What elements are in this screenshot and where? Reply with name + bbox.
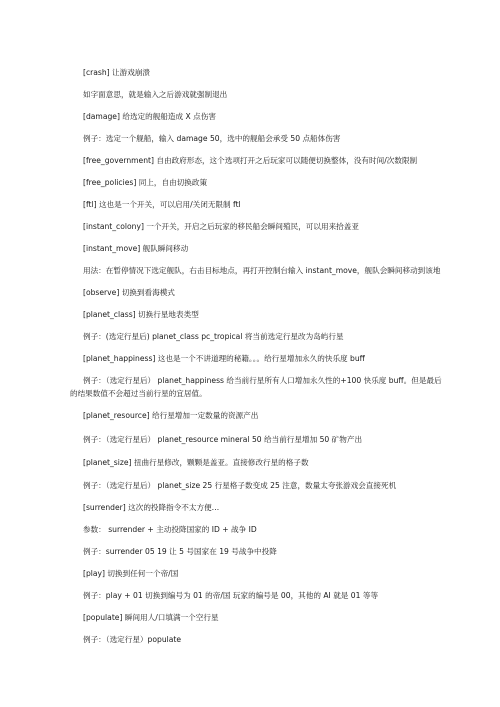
text-line: [ftl] 这也是一个开关，可以启用/关闭无限制 ftl [83, 200, 241, 209]
text-line: [planet_happiness] 这也是一个不讲道理的秘籍。。。给行星增加永久的快乐度 buff [83, 354, 365, 363]
text-line: [damage] 给选定的舰船造成 X 点伤害 [83, 112, 216, 121]
text-line: [surrender] 这次的投降指令不太方便… [83, 503, 220, 512]
text-line-continued: 的结果数值不会超过当前行星的宜居值。 [70, 389, 207, 398]
text-line: 例子：（选定行星）populate [83, 635, 182, 644]
text-line: [populate] 瞬间用人/口填满一个空行星 [83, 613, 219, 622]
text-line: [planet_size] 扭曲行星修改，颗颗是盖亚。直接修改行星的格子数 [83, 458, 309, 467]
text-line: [free_policies] 同上，自由切换政策 [83, 178, 208, 187]
text-line: 例子：(选定行星后) planet_class pc_tropical 将当前选定行星改为岛屿行星 [83, 332, 344, 341]
text-line: [crash] 让游戏崩溃 [83, 68, 151, 77]
text-line: 如字面意思，就是输入之后游戏就强制退出 [83, 90, 228, 99]
text-line: 用法：在暂停情况下选定舰队，右击目标地点，再打开控制台输入 instant_move，舰队会瞬间移动到该地 [83, 266, 441, 275]
text-line: [planet_class] 切换行星地表类型 [83, 310, 199, 319]
text-line: 参数： surrender + 主动投降国家的 ID + 战争 ID [83, 525, 257, 534]
text-line: 例子：play + 01 切换到编号为 01 的帝/国 玩家的编号是 00，其他的 AI 就是 01 等等 [83, 591, 379, 600]
text-line: 例子：surrender 05 19 让 5 号国家在 19 号战争中投降 [83, 547, 277, 556]
text-line: [free_government] 自由政府形态，这个选项打开之后玩家可以随便切换整体，没有时间/次数限制 [83, 156, 418, 165]
text-line: 例子：（选定行星后） planet_resource mineral 50 给当前行星增加 50 矿物产出 [83, 435, 363, 444]
text-line: [instant_colony] 一个开关，开启之后玩家的移民船会瞬间殖民，可以用来拾盖亚 [83, 222, 359, 231]
text-line: [planet_resource] 给行星增加一定数量的资源产出 [83, 411, 259, 420]
text-line: [play] 切换到任何一个帝/国 [83, 569, 179, 578]
text-line: 例子：（选定行星后） planet_size 25 行星格子数变成 25 注意，数量太夸张游戏会直接死机 [83, 481, 397, 490]
text-line: [observe] 切换到看海模式 [83, 288, 175, 297]
text-line: 例子：选定一个舰船，输入 damage 50，选中的舰船会承受 50 点船体伤害 [83, 134, 341, 143]
text-line: 例子：（选定行星后） planet_happiness 给当前行星所有人口增加永久性的+100 快乐度 buff。但是最后 [83, 376, 442, 385]
text-line: [instant_move] 舰队瞬间移动 [83, 244, 189, 253]
